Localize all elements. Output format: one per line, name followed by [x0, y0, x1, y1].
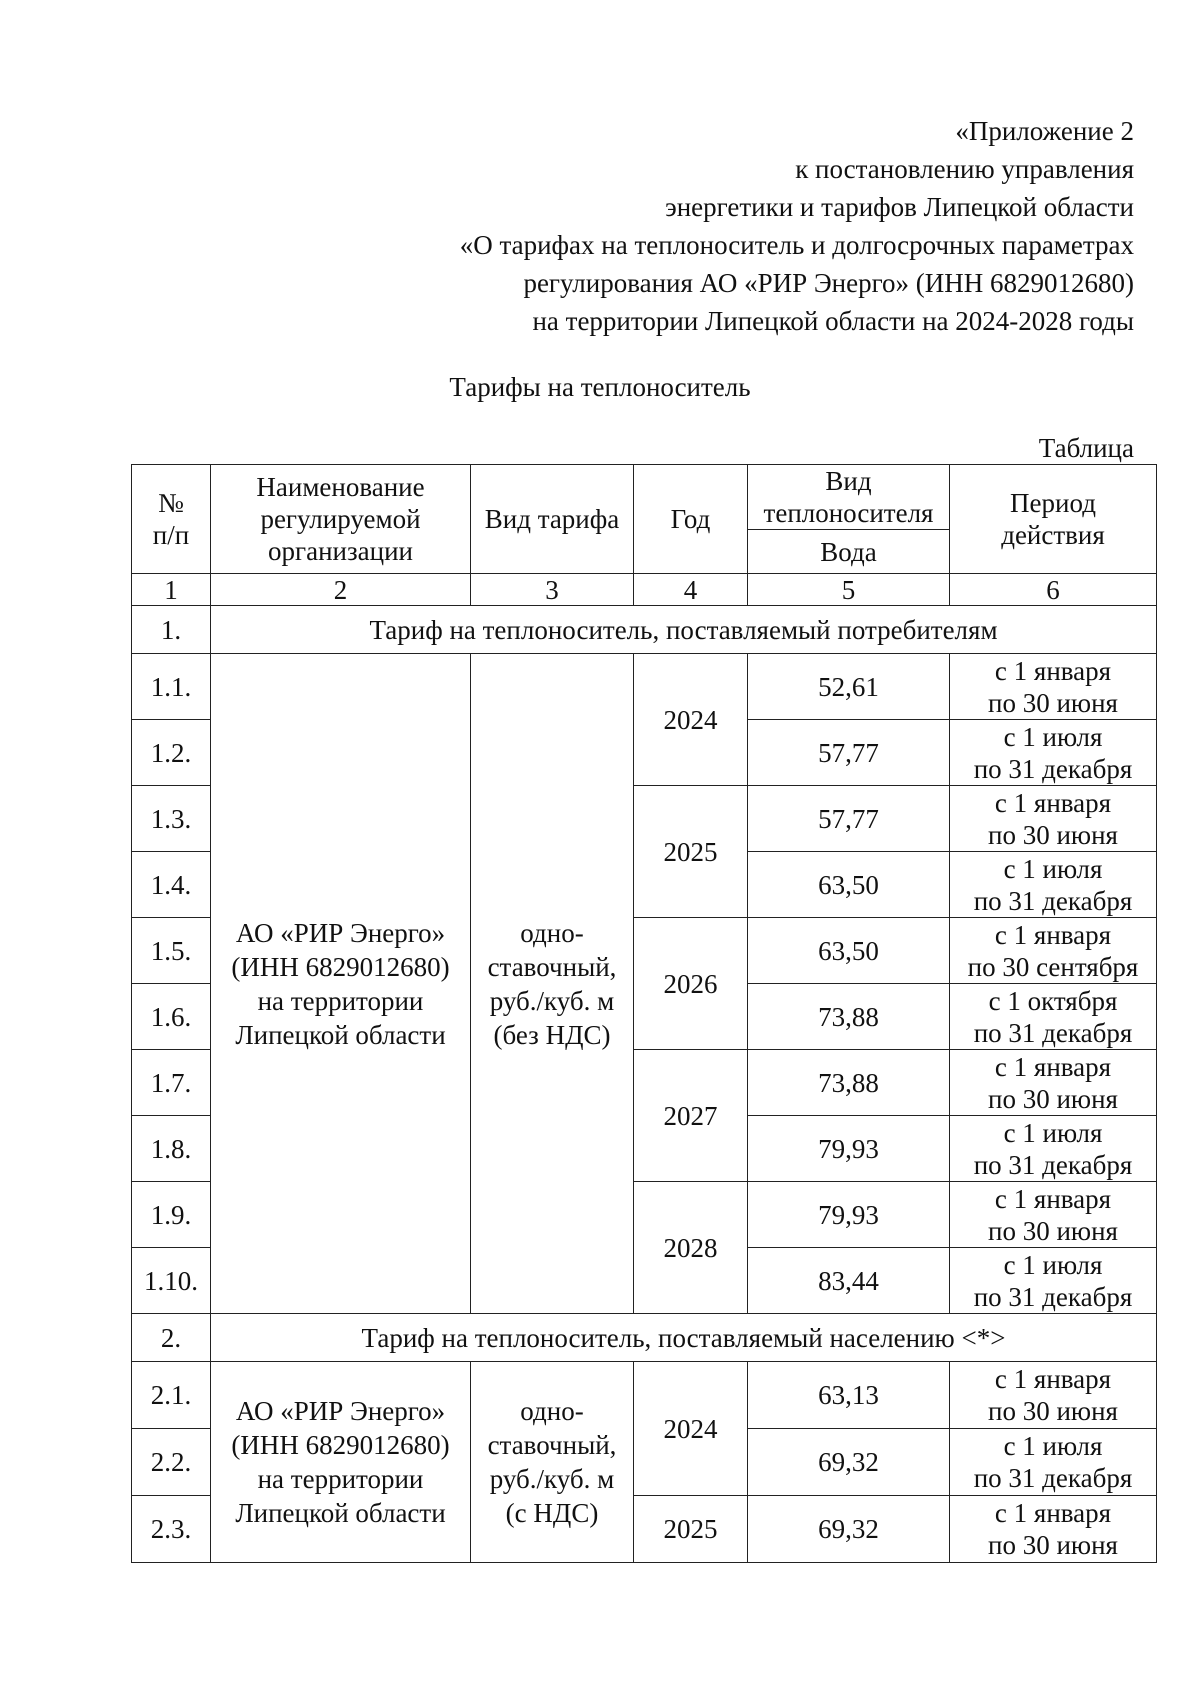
- year-cell: 2024: [634, 654, 748, 786]
- col-header-year: Год: [634, 465, 748, 574]
- header-line: «Приложение 2: [955, 116, 1134, 146]
- table-caption: Таблица: [1038, 433, 1134, 463]
- row-num: 1.9.: [132, 1182, 211, 1248]
- col-number: 4: [634, 574, 748, 606]
- header-line: энергетики и тарифов Липецкой области: [665, 192, 1134, 222]
- row-num: 1.2.: [132, 720, 211, 786]
- section-num: 1.: [132, 606, 211, 654]
- period-cell: с 1 января по 30 сентября: [950, 918, 1157, 984]
- tariff-type: одно- ставочный, руб./куб. м (с НДС): [471, 1362, 634, 1563]
- section-title: Тариф на теплоноситель, поставляемый населению <*>: [211, 1314, 1157, 1362]
- period-cell: с 1 октября по 31 декабря: [950, 984, 1157, 1050]
- tariff-value: 52,61: [748, 654, 950, 720]
- period-cell: с 1 июля по 31 декабря: [950, 1429, 1157, 1496]
- year-cell: 2028: [634, 1182, 748, 1314]
- col-number: 5: [748, 574, 950, 606]
- year-cell: 2027: [634, 1050, 748, 1182]
- period-cell: с 1 января по 30 июня: [950, 786, 1157, 852]
- period-cell: с 1 июля по 31 декабря: [950, 852, 1157, 918]
- org-name: АО «РИР Энерго» (ИНН 6829012680) на территории Липецкой области: [211, 654, 471, 1314]
- tariff-table: [131, 464, 1157, 1563]
- section-row: [132, 606, 1157, 654]
- year-cell: 2025: [634, 1496, 748, 1563]
- col-header-org: Наименование регулируемой организации: [211, 465, 471, 574]
- row-num: 1.7.: [132, 1050, 211, 1116]
- row-num: 2.1.: [132, 1362, 211, 1429]
- tariff-value: 73,88: [748, 984, 950, 1050]
- col-number: 2: [211, 574, 471, 606]
- row-num: 1.6.: [132, 984, 211, 1050]
- col-header-water: Вода: [748, 530, 950, 574]
- section-title: Тариф на теплоноситель, поставляемый потребителям: [211, 606, 1157, 654]
- row-num: 1.10.: [132, 1248, 211, 1314]
- appendix-header: [374, 112, 1134, 340]
- row-num: 1.5.: [132, 918, 211, 984]
- col-header-carrier: Вид теплоносителя: [748, 465, 950, 530]
- col-header-tariff-type: Вид тарифа: [471, 465, 634, 574]
- row-num: 1.4.: [132, 852, 211, 918]
- row-num: 1.1.: [132, 654, 211, 720]
- tariff-value: 63,13: [748, 1362, 950, 1429]
- col-number: 1: [132, 574, 211, 606]
- tariff-value: 63,50: [748, 852, 950, 918]
- tariff-type: одно- ставочный, руб./куб. м (без НДС): [471, 654, 634, 1314]
- tariff-value: 63,50: [748, 918, 950, 984]
- period-cell: с 1 января по 30 июня: [950, 1182, 1157, 1248]
- tariff-value: 69,32: [748, 1429, 950, 1496]
- tariff-value: 69,32: [748, 1496, 950, 1563]
- document-title: Тарифы на теплоноситель: [449, 372, 751, 402]
- period-cell: с 1 июля по 31 декабря: [950, 720, 1157, 786]
- period-cell: с 1 января по 30 июня: [950, 1050, 1157, 1116]
- tariff-value: 57,77: [748, 786, 950, 852]
- tariff-value: 73,88: [748, 1050, 950, 1116]
- col-header-period: Период действия: [950, 465, 1157, 574]
- header-line: «О тарифах на теплоноситель и долгосрочных параметрах: [459, 230, 1134, 260]
- row-num: 1.3.: [132, 786, 211, 852]
- col-header-num: № п/п: [132, 465, 211, 574]
- row-num: 2.2.: [132, 1429, 211, 1496]
- year-cell: 2024: [634, 1362, 748, 1496]
- year-cell: 2026: [634, 918, 748, 1050]
- table-row: [132, 654, 1157, 720]
- table-row: [132, 1362, 1157, 1429]
- period-cell: с 1 июля по 31 декабря: [950, 1116, 1157, 1182]
- header-line: к постановлению управления: [795, 154, 1134, 184]
- tariff-value: 79,93: [748, 1182, 950, 1248]
- header-line: на территории Липецкой области на 2024-2028 годы: [532, 306, 1134, 336]
- tariff-value: 79,93: [748, 1116, 950, 1182]
- col-number: 6: [950, 574, 1157, 606]
- period-cell: с 1 января по 30 июня: [950, 1362, 1157, 1429]
- year-cell: 2025: [634, 786, 748, 918]
- period-cell: с 1 января по 30 июня: [950, 654, 1157, 720]
- period-cell: с 1 января по 30 июня: [950, 1496, 1157, 1563]
- section-num: 2.: [132, 1314, 211, 1362]
- row-num: 2.3.: [132, 1496, 211, 1563]
- period-cell: с 1 июля по 31 декабря: [950, 1248, 1157, 1314]
- row-num: 1.8.: [132, 1116, 211, 1182]
- org-name: АО «РИР Энерго» (ИНН 6829012680) на территории Липецкой области: [211, 1362, 471, 1563]
- col-number: 3: [471, 574, 634, 606]
- header-line: регулирования АО «РИР Энерго» (ИНН 6829012680): [523, 268, 1134, 298]
- section-row: [132, 1314, 1157, 1362]
- tariff-value: 83,44: [748, 1248, 950, 1314]
- tariff-value: 57,77: [748, 720, 950, 786]
